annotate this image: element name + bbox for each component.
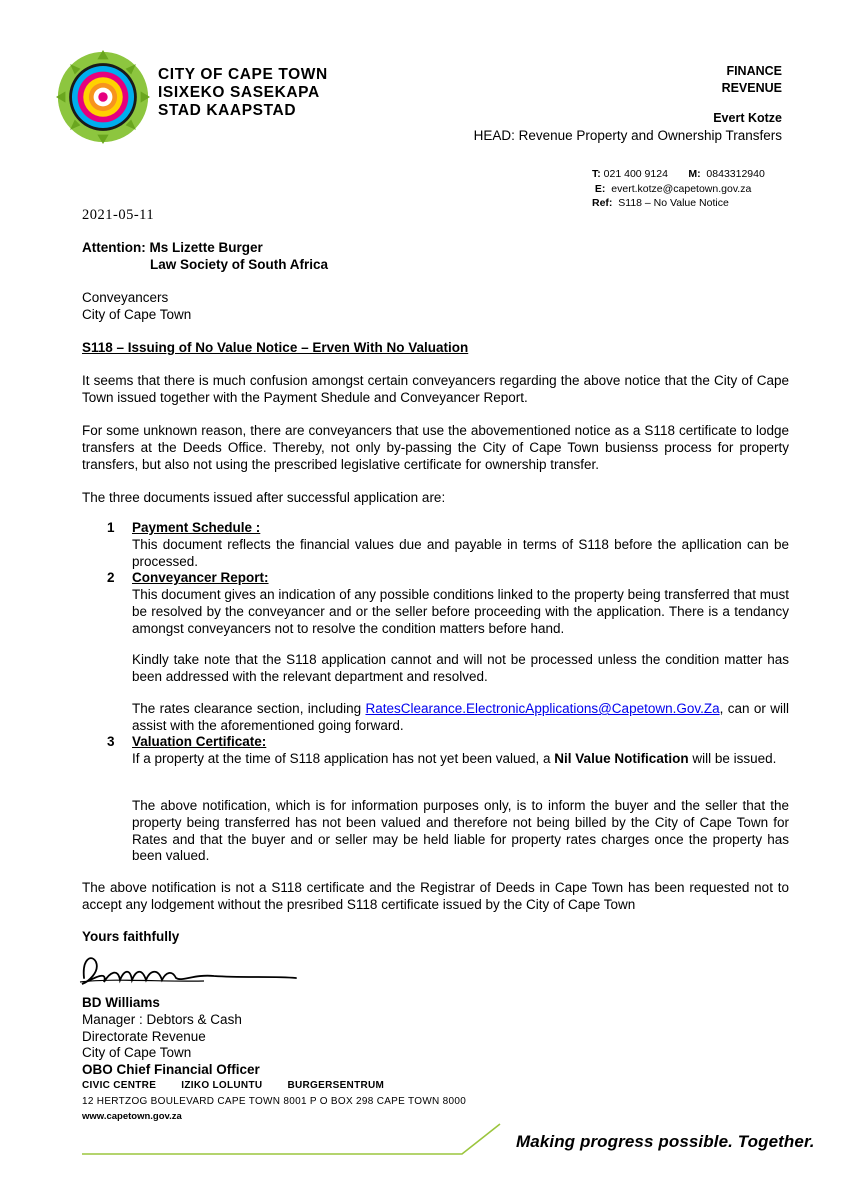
rates-clearance-email-link[interactable]: RatesClearance.ElectronicApplications@Capetown.Gov.Za bbox=[365, 701, 720, 716]
phone-line bbox=[592, 167, 765, 182]
signer-name: BD Williams bbox=[82, 995, 160, 1010]
document-list bbox=[82, 520, 789, 870]
item-3-title: Valuation Certificate: bbox=[132, 734, 267, 749]
signer-dept: Directorate Revenue bbox=[82, 1028, 206, 1044]
attention-org: Law Society of South Africa bbox=[150, 257, 329, 272]
closing: Yours faithfully bbox=[82, 929, 180, 944]
paragraph-3: The three documents issued after successful application are: bbox=[82, 490, 446, 505]
footer-place-3: BURGERSENTRUM bbox=[287, 1080, 385, 1091]
item-2-text-2: Kindly take note that the S118 application cannot and will not be processed unless the condition matter has been addressed with the relevant department and resolved. bbox=[132, 652, 789, 684]
division-name: REVENUE bbox=[721, 81, 782, 95]
tel-label: T: bbox=[592, 168, 601, 180]
attention-name: Ms Lizette Burger bbox=[149, 240, 263, 255]
item-1-number: 1 bbox=[107, 520, 115, 535]
department-name: FINANCE bbox=[726, 64, 782, 78]
signer-role: OBO Chief Financial Officer bbox=[82, 1062, 260, 1078]
swoosh-icon bbox=[82, 1120, 502, 1160]
contact-details bbox=[592, 167, 765, 211]
signer-title: Manager : Debtors & Cash bbox=[82, 1011, 242, 1027]
footer-place-2: IZIKO LOLUNTU bbox=[181, 1080, 263, 1091]
attention-line bbox=[82, 240, 789, 257]
item-3-text-1-post: will be issued. bbox=[692, 751, 777, 766]
attention-label: Attention: bbox=[82, 240, 146, 255]
tagline: Making progress possible. Together. bbox=[516, 1132, 815, 1151]
ref-label: Ref: bbox=[592, 197, 613, 209]
ref-line bbox=[592, 196, 765, 211]
email-value[interactable]: evert.kotze@capetown.gov.za bbox=[611, 182, 752, 195]
city-logo-icon bbox=[56, 50, 150, 144]
item-3-text-1 bbox=[132, 751, 789, 768]
ref-value: S118 – No Value Notice bbox=[618, 197, 729, 209]
recipient-line-2: City of Cape Town bbox=[82, 307, 192, 322]
email-label: E: bbox=[594, 182, 606, 195]
signature-block bbox=[82, 995, 789, 1079]
signer-org: City of Cape Town bbox=[82, 1045, 192, 1061]
email-line bbox=[592, 182, 765, 197]
item-1-text: This document reflects the financial values due and payable in terms of S118 before the apllication can be processed. bbox=[132, 537, 789, 569]
paragraph-4: The above notification is not a S118 certificate and the Registrar of Deeds in Cape Town has been requested not to accept any lodgement without the presribed S118 certificate issued by the City of Cape Town bbox=[82, 880, 789, 912]
item-3-text-1-pre: If a property at the time of S118 application has not yet been valued, a bbox=[132, 751, 551, 766]
head-title bbox=[474, 128, 782, 143]
mobile-label: M: bbox=[688, 168, 701, 180]
mobile-value: 0843312940 bbox=[706, 168, 765, 180]
item-2-title: Conveyancer Report: bbox=[132, 570, 269, 585]
paragraph-1: It seems that there is much confusion amongst certain conveyancers regarding the above notice that the City of Cape Town issued together with the Payment Shedule and Conveyancer Report. bbox=[82, 373, 789, 405]
footer-address: 12 HERTZOG BOULEVARD CAPE TOWN 8001 P O BOX 298 CAPE TOWN 8000 bbox=[82, 1096, 467, 1107]
city-name-afrikaans: STAD KAAPSTAD bbox=[158, 102, 297, 119]
department-block bbox=[722, 63, 782, 97]
item-2-text-1: This document gives an indication of any possible conditions linked to the property being transferred that must be resolved by the conveyancer and or the seller before proceeding with the application. There is a tendancy amongst conveyancers not to resolve the condition matters before hand. bbox=[132, 587, 789, 636]
item-3-number: 3 bbox=[107, 734, 115, 749]
tel-value: 021 400 9124 bbox=[603, 168, 668, 180]
contact-name: Evert Kotze bbox=[713, 111, 782, 125]
city-name-xhosa: ISIXEKO SASEKAPA bbox=[158, 84, 320, 101]
footer-website[interactable]: www.capetown.gov.za bbox=[82, 1111, 182, 1122]
item-2-text-3-post: , can or will assist with the aforementioned going forward. bbox=[132, 701, 789, 733]
nil-value-notification: Nil Value Notification bbox=[554, 751, 689, 766]
head-title-text: Revenue Property and Ownership Transfers bbox=[518, 128, 782, 143]
recipient-line-1: Conveyancers bbox=[82, 290, 169, 305]
letter-date: 2021-05-11 bbox=[82, 207, 155, 223]
subject-line: S118 – Issuing of No Value Notice – Erven With No Valuation bbox=[82, 340, 469, 355]
signature-icon bbox=[74, 948, 304, 994]
paragraph-2: For some unknown reason, there are conveyancers that use the abovementioned notice as a S118 certificate to lodge transfers at the Deeds Office. Thereby, not only by-passing the City of Cape Town busienss process for property transfers, but also not using the prescribed legislative certificate for ownership transfer. bbox=[82, 423, 789, 472]
item-2-text-3-pre: The rates clearance section, including bbox=[132, 701, 362, 716]
footer-places bbox=[82, 1080, 406, 1091]
item-2-text-3 bbox=[132, 701, 789, 735]
head-label: HEAD: bbox=[473, 128, 515, 143]
item-2-number: 2 bbox=[107, 570, 115, 585]
city-name-english: CITY OF CAPE TOWN bbox=[158, 66, 328, 83]
footer-place-1: CIVIC CENTRE bbox=[82, 1080, 157, 1091]
item-3-text-2: The above notification, which is for information purposes only, is to inform the buyer and the seller that the property being transferred has not been valued and therefore not being billed by the City of Cape Town for Rates and that the buyer and or seller may be held liable for property rates charges once the property has been valued. bbox=[132, 798, 789, 864]
item-1-title: Payment Schedule : bbox=[132, 520, 261, 535]
city-name-block bbox=[158, 66, 328, 120]
